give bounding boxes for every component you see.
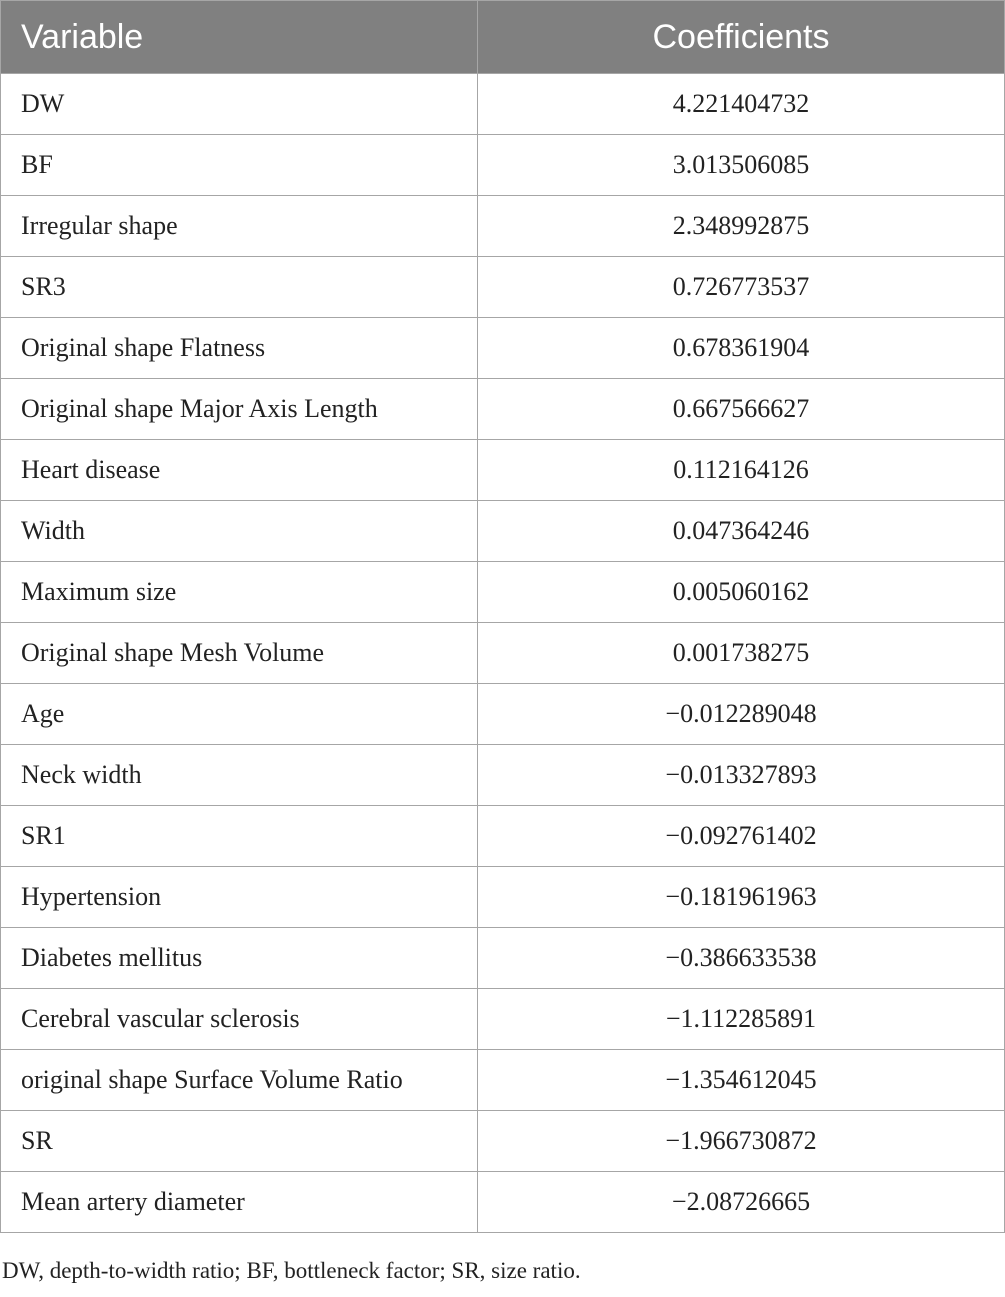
coefficient-cell: 0.678361904 xyxy=(478,318,1005,379)
variable-cell: Original shape Major Axis Length xyxy=(1,379,478,440)
variable-cell: Irregular shape xyxy=(1,196,478,257)
variable-cell: DW xyxy=(1,74,478,135)
variable-cell: Heart disease xyxy=(1,440,478,501)
table-row xyxy=(1,623,1005,684)
variable-cell: SR1 xyxy=(1,806,478,867)
coefficient-cell: −0.386633538 xyxy=(478,928,1005,989)
coefficient-cell: 0.112164126 xyxy=(478,440,1005,501)
coefficient-cell: 0.005060162 xyxy=(478,562,1005,623)
table-row xyxy=(1,989,1005,1050)
variable-cell: Width xyxy=(1,501,478,562)
table-row xyxy=(1,501,1005,562)
table-row xyxy=(1,806,1005,867)
table-row xyxy=(1,135,1005,196)
variable-cell: Diabetes mellitus xyxy=(1,928,478,989)
table-row xyxy=(1,1172,1005,1233)
coefficient-cell: −1.112285891 xyxy=(478,989,1005,1050)
variable-cell: original shape Surface Volume Ratio xyxy=(1,1050,478,1111)
coefficient-cell: −0.013327893 xyxy=(478,745,1005,806)
table-header xyxy=(1,1,1005,74)
coefficient-cell: 0.667566627 xyxy=(478,379,1005,440)
variable-cell: Age xyxy=(1,684,478,745)
table-row xyxy=(1,562,1005,623)
table-row xyxy=(1,196,1005,257)
variable-cell: Maximum size xyxy=(1,562,478,623)
variable-cell: Hypertension xyxy=(1,867,478,928)
table-row xyxy=(1,867,1005,928)
table-row xyxy=(1,257,1005,318)
table-row xyxy=(1,1050,1005,1111)
variable-cell: Original shape Flatness xyxy=(1,318,478,379)
coefficient-cell: −0.012289048 xyxy=(478,684,1005,745)
coefficient-cell: −1.354612045 xyxy=(478,1050,1005,1111)
table-row xyxy=(1,440,1005,501)
variable-cell: Cerebral vascular sclerosis xyxy=(1,989,478,1050)
table-row xyxy=(1,745,1005,806)
table-body xyxy=(1,74,1005,1233)
table-row xyxy=(1,379,1005,440)
variable-cell: Mean artery diameter xyxy=(1,1172,478,1233)
table-row xyxy=(1,74,1005,135)
coefficient-cell: 0.047364246 xyxy=(478,501,1005,562)
variable-cell: Original shape Mesh Volume xyxy=(1,623,478,684)
coefficient-cell: −1.966730872 xyxy=(478,1111,1005,1172)
coefficient-cell: 0.001738275 xyxy=(478,623,1005,684)
coefficient-cell: 0.726773537 xyxy=(478,257,1005,318)
coefficient-cell: −0.181961963 xyxy=(478,867,1005,928)
table-row xyxy=(1,318,1005,379)
table-row xyxy=(1,684,1005,745)
table-footnote: DW, depth-to-width ratio; BF, bottleneck factor; SR, size ratio. xyxy=(2,1258,581,1283)
variable-cell: Neck width xyxy=(1,745,478,806)
coefficient-cell: 2.348992875 xyxy=(478,196,1005,257)
variable-cell: SR xyxy=(1,1111,478,1172)
coefficient-cell: 3.013506085 xyxy=(478,135,1005,196)
table-row xyxy=(1,1111,1005,1172)
variable-cell: BF xyxy=(1,135,478,196)
table-row xyxy=(1,928,1005,989)
column-header-variable: Variable xyxy=(1,1,478,74)
header-row xyxy=(1,1,1005,74)
coefficient-cell: −2.08726665 xyxy=(478,1172,1005,1233)
coefficient-cell: 4.221404732 xyxy=(478,74,1005,135)
variable-cell: SR3 xyxy=(1,257,478,318)
column-header-coefficients: Coefficients xyxy=(478,1,1005,74)
coefficient-cell: −0.092761402 xyxy=(478,806,1005,867)
